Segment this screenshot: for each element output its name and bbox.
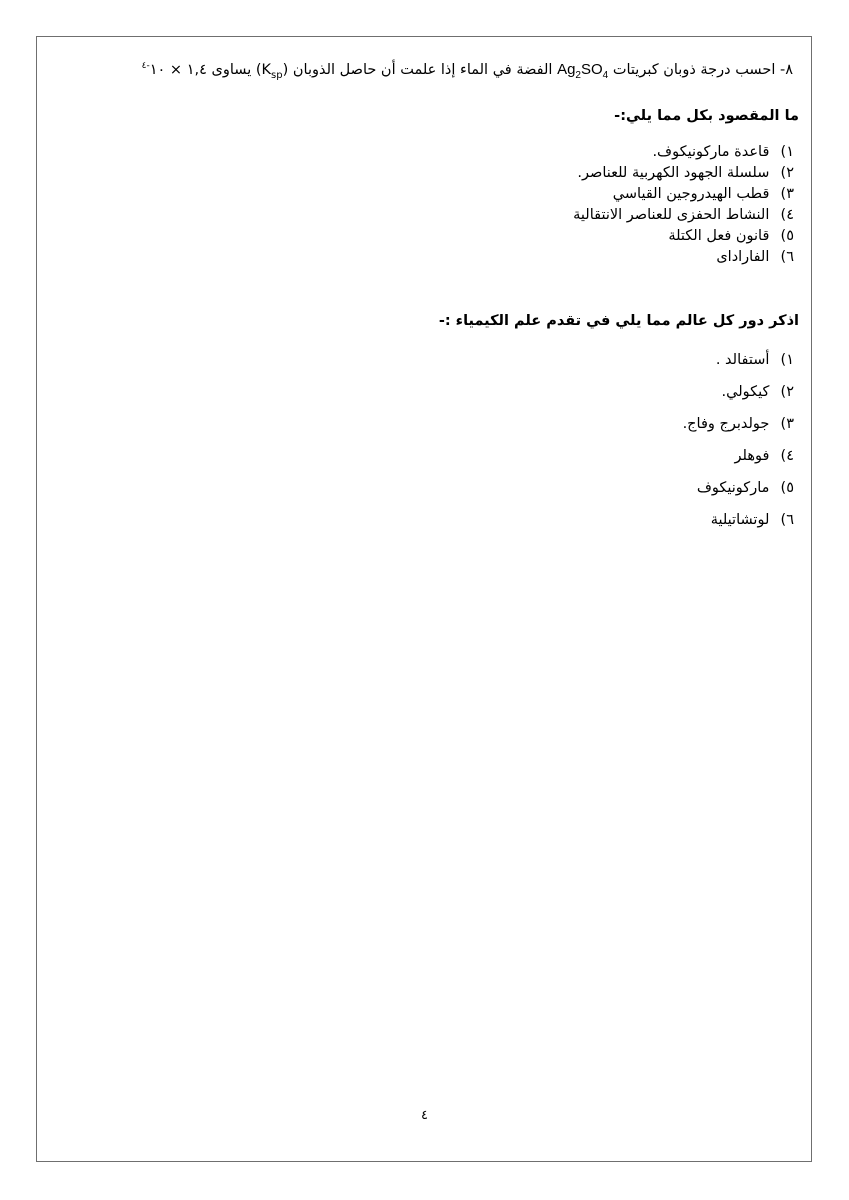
ksp-value: ١,٤ × $١٠^{-٤}$ bbox=[141, 61, 207, 78]
scientists-list bbox=[683, 344, 794, 536]
list-item: ٢) كيكولي. bbox=[721, 384, 794, 400]
list-item: ٥) ماركونيكوف bbox=[696, 480, 794, 496]
list-item: ٣) قطب الهيدروجين القياسي bbox=[612, 186, 794, 202]
list-item: ٢) سلسلة الجهود الكهربية للعناصر. bbox=[577, 165, 794, 181]
ksp-symbol: $(K_{sp})$ bbox=[255, 61, 289, 81]
list-item: ١) قاعدة ماركونيكوف. bbox=[652, 144, 794, 160]
question-text-before: احسب درجة ذوبان كبريتات bbox=[612, 61, 776, 78]
list-item: ٦) لوتشاتيلية bbox=[710, 512, 794, 528]
page-number: ٤ bbox=[421, 1108, 428, 1123]
question-number: ٨- bbox=[779, 61, 793, 78]
list-item: ٣) جولدبرج وفاج. bbox=[682, 416, 794, 432]
section-1-heading: ما المقصود بكل مما يلي:- bbox=[614, 108, 799, 124]
list-item: ٦) الفاراداى bbox=[716, 249, 794, 265]
list-item: ٤) فوهلر bbox=[734, 448, 794, 464]
list-item: ٥) قانون فعل الكتلة bbox=[668, 228, 794, 244]
list-item: ١) أستفالد . bbox=[715, 352, 794, 368]
question-8 bbox=[33, 55, 793, 87]
definitions-list bbox=[573, 142, 794, 268]
list-item: ٤) النشاط الحفزى للعناصر الانتقالية bbox=[573, 207, 794, 223]
question-text-middle: الفضة في الماء إذا علمت أن حاصل الذوبان bbox=[292, 61, 553, 78]
section-2-heading: اذكر دور كل عالم مما يلي في تقدم علم الكيمياء :- bbox=[438, 313, 799, 329]
question-text-after: يساوى bbox=[211, 61, 252, 78]
chemical-formula: $Ag_2SO_4$ bbox=[557, 60, 609, 81]
